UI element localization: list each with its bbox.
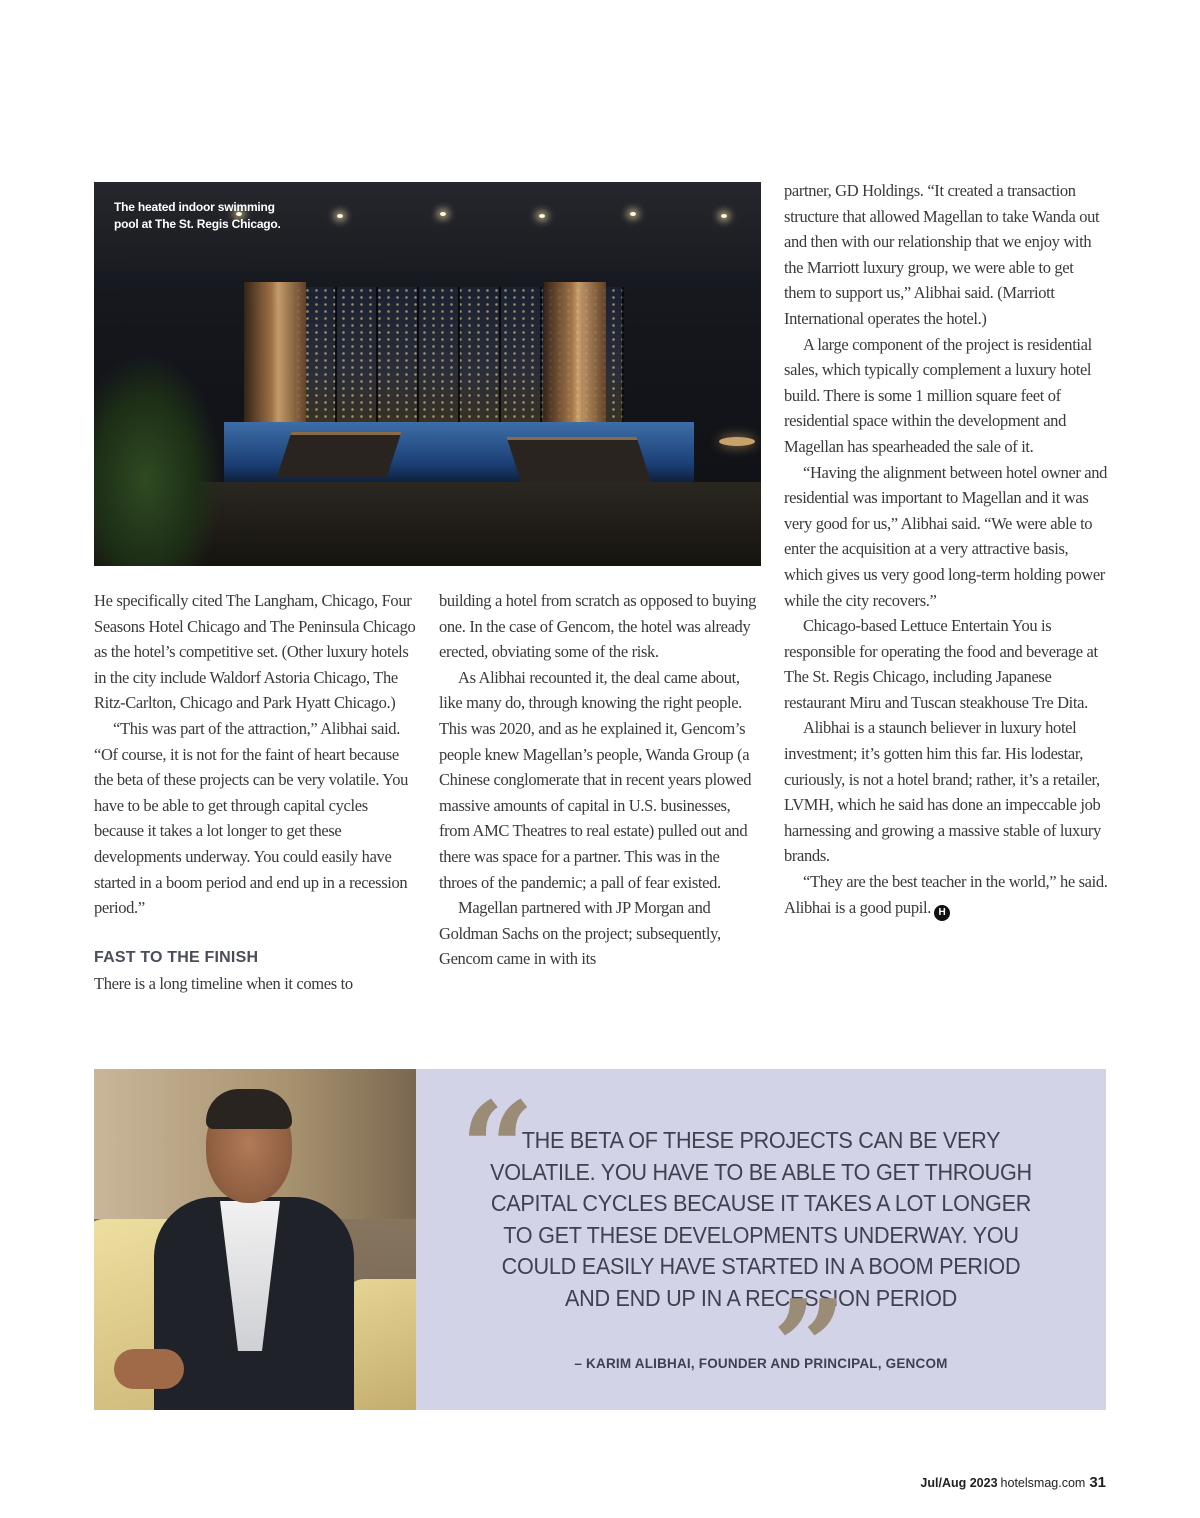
- pull-quote: [416, 1069, 1106, 1424]
- paragraph: There is a long timeline when it comes to: [94, 973, 353, 993]
- site-url: hotelsmag.com: [1000, 1476, 1086, 1490]
- pull-quote-text: THE BETA OF THESE PROJECTS CAN BE VERY VOLATILE. YOU HAVE TO BE ABLE TO GET THROUGH CAPITAL CYCLES BECAUSE IT TAKES A LOT LONGER TO GET THESE DEVELOPMENTS UNDERWAY. YOU COULD EASILY HAVE STARTED IN A BOOM PERIOD AND END UP IN A RECESSION PERIOD: [490, 1127, 1032, 1311]
- plant: [94, 352, 224, 566]
- photo-caption: The heated indoor swimming pool at The St. Regis Chicago.: [114, 200, 281, 231]
- close-quote-icon: ”: [772, 1271, 847, 1424]
- paragraph: building a hotel from scratch as opposed to buying one. In the case of Gencom, the hotel was already erected, obviating some of the risk.: [439, 591, 757, 662]
- portrait-photo: [94, 1069, 416, 1410]
- section-subhead: FAST TO THE FINISH: [94, 948, 259, 966]
- paragraph: Chicago-based Lettuce Entertain You is responsible for operating the food and beverage at The St. Regis Chicago, including Japanese restaurant Miru and Tuscan steakhouse Tre Dita.: [784, 616, 1098, 712]
- paragraph: A large component of the project is residential sales, which typically complement a luxury hotel build. There is some 1 million square feet of residential space within the development and Magellan has spearheaded the sale of it.: [784, 334, 1092, 456]
- page-number: 31: [1089, 1474, 1106, 1491]
- ceiling-light: [721, 214, 727, 218]
- pull-quote-attribution: – KARIM ALIBHAI, FOUNDER AND PRINCIPAL, GENCOM: [574, 1356, 948, 1371]
- article-column-3: [784, 178, 1108, 921]
- paragraph: As Alibhai recounted it, the deal came about, like many do, through knowing the right people. This was 2020, and as he explained it, Gencom’s people knew Magellan’s people, Wanda Group (a Chinese conglomerate that in recent years plowed massive amounts of capital in U.S. businesses, from AMC Theatres to real estate) pulled out and there was space for a partner. This was in the throes of the pandemic; a pall of fear existed.: [439, 667, 752, 892]
- portrait-sofa: [346, 1279, 416, 1410]
- pool-photo: [94, 182, 761, 566]
- lounge-chair-right: [507, 437, 652, 483]
- open-quote-icon: “: [460, 1073, 535, 1226]
- issue-date: Jul/Aug 2023: [920, 1476, 998, 1490]
- ceiling-light: [539, 214, 545, 218]
- last-paragraph: [784, 869, 1108, 921]
- portrait-hand: [114, 1349, 184, 1389]
- paragraph: Alibhai is a staunch believer in luxury hotel investment; it’s gotten him this far. His lodestar, curiously, is not a hotel brand; rather, it’s a retailer, LVMH, which he said has done an impeccable job harnessing and growing a massive stable of luxury brands.: [784, 718, 1101, 866]
- paragraph: “They are the best teacher in the world,” he said. Alibhai is a good pupil.: [784, 872, 1108, 917]
- end-mark-icon: H: [934, 905, 950, 921]
- page-folio: [920, 1474, 1106, 1491]
- paragraph: partner, GD Holdings. “It created a transaction structure that allowed Magellan to take Wanda out and then with our relationship that we enjoy with the Marriott luxury group, we were able to get them to support us,” Alibhai said. (Marriott International operates the hotel.): [784, 181, 1100, 328]
- lounge-chair-left: [277, 432, 402, 478]
- ceiling-light: [440, 212, 446, 216]
- ceiling-light: [337, 214, 343, 218]
- side-table: [719, 437, 755, 446]
- paragraph: He specifically cited The Langham, Chicago, Four Seasons Hotel Chicago and The Peninsula Chicago as the hotel’s competitive set. (Other luxury hotels in the city include Waldorf Astoria Chicago, The Ritz-Carlton, Chicago and Park Hyatt Chicago.): [94, 591, 416, 713]
- article-column-2: [439, 588, 761, 972]
- paragraph: “This was part of the attraction,” Alibhai said. “Of course, it is not for the faint of heart because the beta of these projects can be very volatile. You have to be able to get through capital cycles because it takes a lot longer to get these developments underway. You could easily have started in a boom period and end up in a recession period.”: [94, 718, 408, 918]
- ceiling-light: [630, 212, 636, 216]
- paragraph: “Having the alignment between hotel owner and residential was important to Magellan and it was very good for us,” Alibhai said. “We were able to enter the acquisition at a very attractive basis, which gives us very good long-term holding power while the city recovers.”: [784, 462, 1108, 610]
- portrait-hair: [206, 1089, 292, 1129]
- paragraph: Magellan partnered with JP Morgan and Goldman Sachs on the project; subsequently, Gencom came in with its: [439, 898, 721, 969]
- article-column-1: [94, 588, 416, 996]
